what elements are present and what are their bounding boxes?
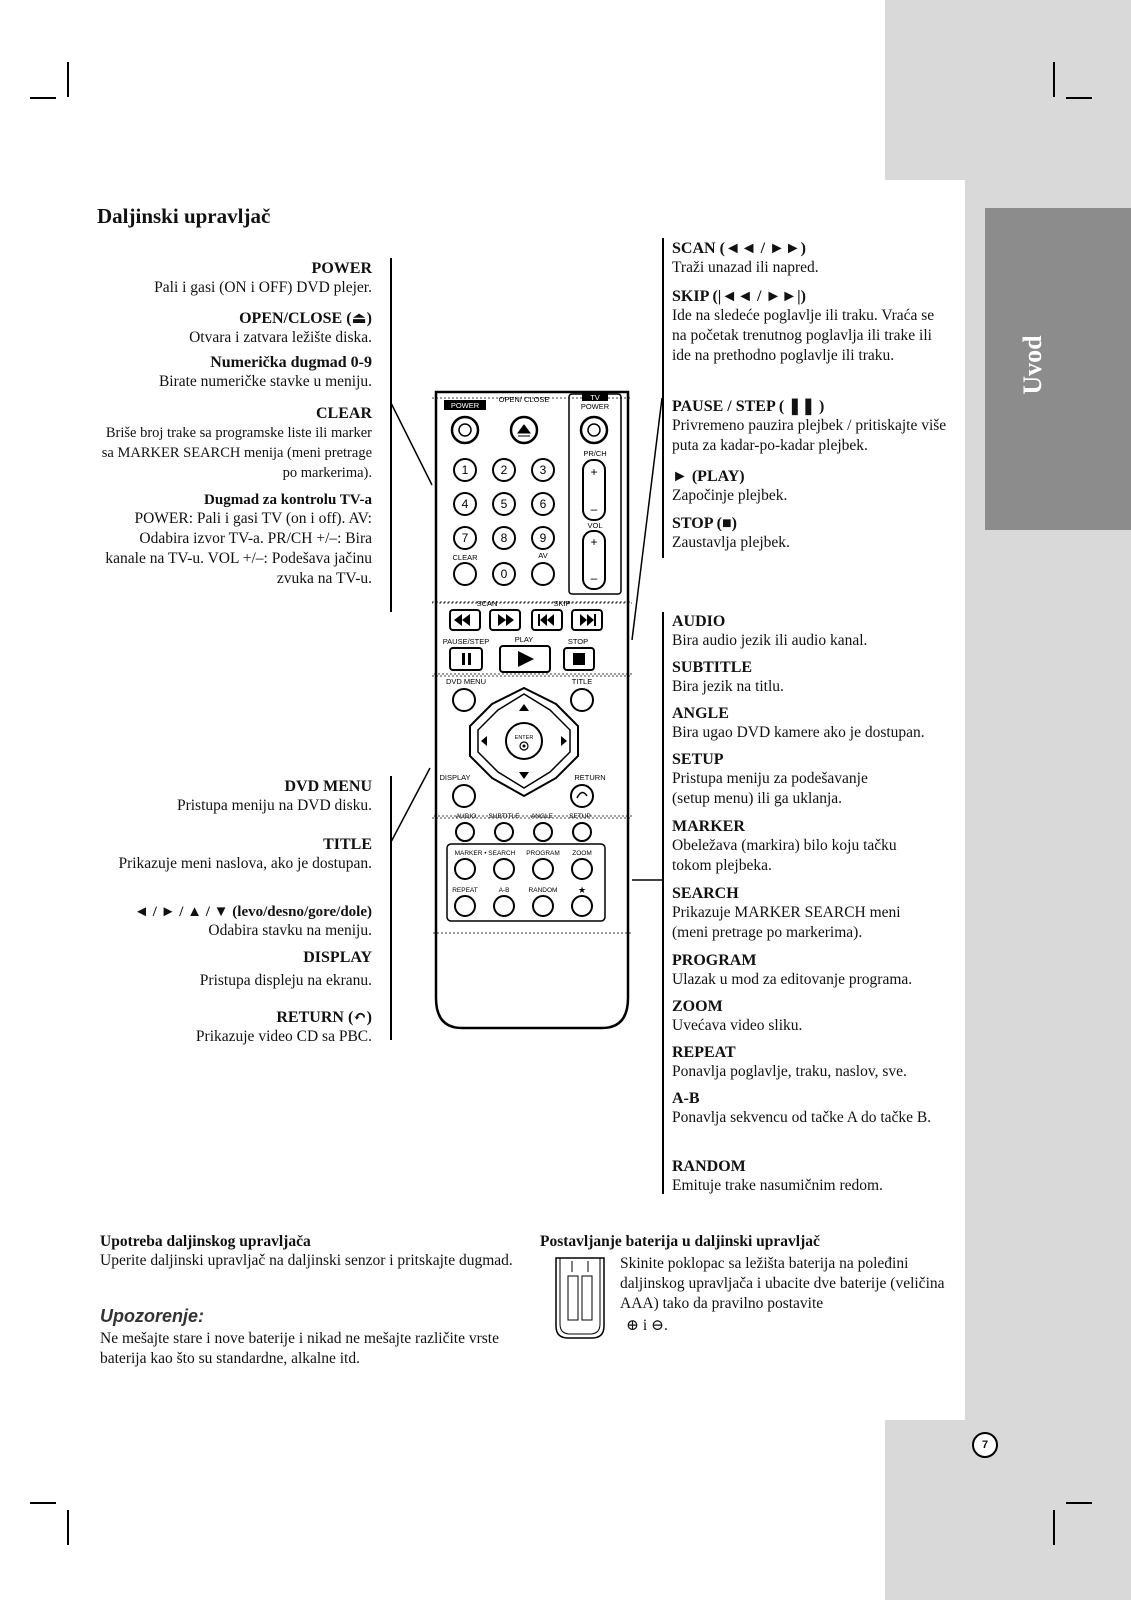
digit-5: 5 [500, 497, 508, 511]
item-label: DISPLAY [303, 949, 372, 966]
remote-display-label: DISPLAY [439, 773, 471, 782]
item-desc: POWER: Pali i gasi TV (on i off). AV: Odabira izvor TV-a. PR/CH +/–: Bira kanale na TV-u. VOL +/–: Podešava jačinu zvuka na TV-u. [105, 510, 372, 587]
remote-av-label: AV [538, 551, 548, 560]
item-desc: Odabira stavku na meniju. [208, 922, 372, 939]
digit-1: 1 [461, 463, 469, 477]
item-label: SCAN (◄◄ / ►►) [672, 240, 807, 257]
remote-clear-label: CLEAR [452, 553, 478, 562]
remote-open-close-label: OPEN/ CLOSE [498, 395, 550, 404]
usage-section [100, 1233, 520, 1271]
remote-vol-label: VOL [587, 521, 603, 530]
item-label: OPEN/CLOSE (⏏) [239, 310, 372, 327]
item-desc: Ponavlja poglavlje, traku, naslov, sve. [672, 1063, 907, 1080]
battery-compartment-illustration [550, 1256, 610, 1341]
item-label: SEARCH [672, 885, 739, 902]
item-desc: Ponavlja sekvencu od tačke A do tačke B. [672, 1109, 932, 1126]
digit-7: 7 [461, 531, 469, 545]
item-label: PAUSE / STEP ( ❚❚ ) [672, 398, 825, 415]
remote-scan-label: SCAN [476, 599, 498, 608]
item-label: CLEAR [315, 405, 372, 422]
item-desc: Pristupa meniju za podešavanje (setup menu) ili ga uklanja. [672, 770, 868, 807]
item-label: SUBTITLE [672, 659, 753, 676]
item-label: ZOOM [672, 998, 723, 1015]
item-label: TITLE [323, 836, 372, 853]
item-desc: Otvara i zatvara ležište diska. [189, 329, 372, 346]
remote-control-illustration [432, 388, 632, 1033]
digit-9: 9 [539, 531, 547, 545]
item-desc: Pristupa meniju na DVD disku. [176, 797, 372, 814]
item-label: RANDOM [672, 1158, 746, 1175]
remote-dvd-menu-label: DVD MENU [445, 677, 487, 686]
item-desc: Prikazuje meni naslova, ako je dostupan. [118, 855, 372, 872]
item-label: SKIP (|◄◄ / ►►|) [672, 288, 806, 305]
svg-text:–: – [590, 571, 598, 585]
battery-polarity: ⊕ i ⊖. [626, 1317, 668, 1334]
svg-text:–: – [590, 502, 598, 516]
remote-prch-label: PR/CH [583, 449, 607, 458]
item-desc: Pristupa displeju na ekranu. [199, 972, 372, 989]
item-label: Numerička dugmad 0-9 [210, 354, 372, 371]
item-desc: Obeležava (markira) bilo koju tačku tokom plejbeka. [672, 837, 897, 874]
item-desc: Prikazuje MARKER SEARCH meni (meni pretrage po markerima). [672, 904, 901, 941]
page-number: 7 [972, 1432, 998, 1458]
item-desc: Bira jezik na titlu. [672, 678, 784, 695]
battery-heading: Postavljanje baterija u daljinski upravljač [540, 1233, 820, 1250]
item-label: REPEAT [672, 1044, 736, 1061]
remote-program-label: PROGRAM [526, 850, 560, 857]
remote-audio-label: AUDIO [455, 813, 477, 820]
item-desc: Zaustavlja plejbek. [672, 534, 790, 551]
warning-heading: Upozorenje: [100, 1306, 205, 1326]
battery-text: Skinite poklopac sa ležišta baterija na poleđini daljinskog upravljača i ubacite dve baterije (veličina AAA) tako da pravilno postavite [620, 1255, 945, 1312]
remote-ab-label: A-B [498, 887, 510, 894]
item-label: DVD MENU [284, 778, 372, 795]
item-desc: Emituje trake nasumičnim redom. [672, 1177, 883, 1194]
remote-angle-label: ANGLE [530, 813, 554, 820]
item-desc: Birate numeričke stavke u meniju. [158, 373, 372, 390]
page-title: Daljinski upravljač [97, 204, 271, 228]
digit-3: 3 [539, 463, 547, 477]
item-desc: Bira ugao DVD kamere ako je dostupan. [672, 724, 925, 741]
digit-2: 2 [500, 463, 508, 477]
warning-text: Ne mešajte stare i nove baterije i nikad ne mešajte različite vrste baterija kao što su standardne, alkalne itd. [100, 1330, 499, 1367]
section-tab-label: Uvod [1018, 335, 1047, 395]
remote-tv-power-label: POWER [580, 402, 610, 411]
remote-star-label: ★ [577, 885, 587, 895]
svg-text:+: + [590, 535, 598, 549]
item-desc: Ulazak u mod za editovanje programa. [672, 971, 913, 988]
item-label: RETURN (↶) [276, 1009, 372, 1026]
item-desc: Traži unazad ili napred. [672, 259, 819, 276]
remote-pause-step-label: PAUSE/STEP [442, 637, 490, 646]
item-label: ◄ / ► / ▲ / ▼ (levo/desno/gore/dole) [134, 904, 372, 920]
item-label: MARKER [672, 818, 745, 835]
remote-power-label: POWER [450, 401, 480, 410]
remote-setup-label: SETUP [569, 813, 591, 820]
remote-enter-label: ENTER [514, 735, 534, 741]
digit-4: 4 [461, 497, 469, 511]
remote-random-label: RANDOM [528, 887, 558, 894]
digit-6: 6 [539, 497, 547, 511]
remote-tv-label: TV [590, 393, 600, 402]
item-desc: Uvećava video sliku. [672, 1017, 803, 1034]
warning-section [100, 1306, 520, 1369]
item-label: POWER [311, 260, 372, 277]
remote-title-label: TITLE [571, 677, 593, 686]
digit-0: 0 [500, 567, 508, 581]
remote-zoom-label: ZOOM [572, 850, 592, 857]
item-label: STOP (■) [672, 515, 737, 532]
item-desc: Bira audio jezik ili audio kanal. [672, 632, 868, 649]
usage-text: Uperite daljinski upravljač na daljinski senzor i pritskajte dugmad. [100, 1252, 513, 1269]
remote-play-label: PLAY [514, 635, 534, 644]
item-desc: Privremeno pauzira plejbek / pritiskajte više puta za kadar-po-kadar plejbek. [672, 417, 947, 454]
item-desc: Započinje plejbek. [672, 487, 788, 504]
item-label: Dugmad za kontrolu TV-a [204, 492, 372, 508]
item-label: SETUP [672, 751, 724, 768]
item-desc: Prikazuje video CD sa PBC. [195, 1028, 372, 1045]
remote-return-label: RETURN [574, 773, 606, 782]
item-label: A-B [672, 1090, 700, 1107]
remote-repeat-label: REPEAT [452, 887, 478, 894]
svg-text:+: + [590, 465, 598, 479]
item-label: PROGRAM [672, 952, 757, 969]
usage-heading: Upotreba daljinskog upravljača [100, 1233, 311, 1250]
remote-stop-label: STOP [567, 637, 589, 646]
item-desc: Pali i gasi (ON i OFF) DVD plejer. [154, 279, 372, 296]
battery-section [540, 1233, 940, 1251]
remote-skip-label: SKIP [553, 599, 571, 608]
item-desc: Briše broj trake sa programske liste ili marker sa MARKER SEARCH menija (meni pretrage po markerima). [101, 425, 372, 481]
remote-marker-search-label: MARKER • SEARCH [454, 850, 516, 857]
item-label: ANGLE [672, 705, 729, 722]
digit-8: 8 [500, 531, 508, 545]
item-label: AUDIO [672, 613, 726, 630]
item-desc: Ide na sledeće poglavlje ili traku. Vraća se na početak trenutnog poglavlja ili trake ili ide na prethodno poglavlje ili traku. [672, 307, 935, 364]
item-label: ► (PLAY) [672, 468, 745, 485]
remote-subtitle-label: SUBTITLE [488, 813, 520, 820]
